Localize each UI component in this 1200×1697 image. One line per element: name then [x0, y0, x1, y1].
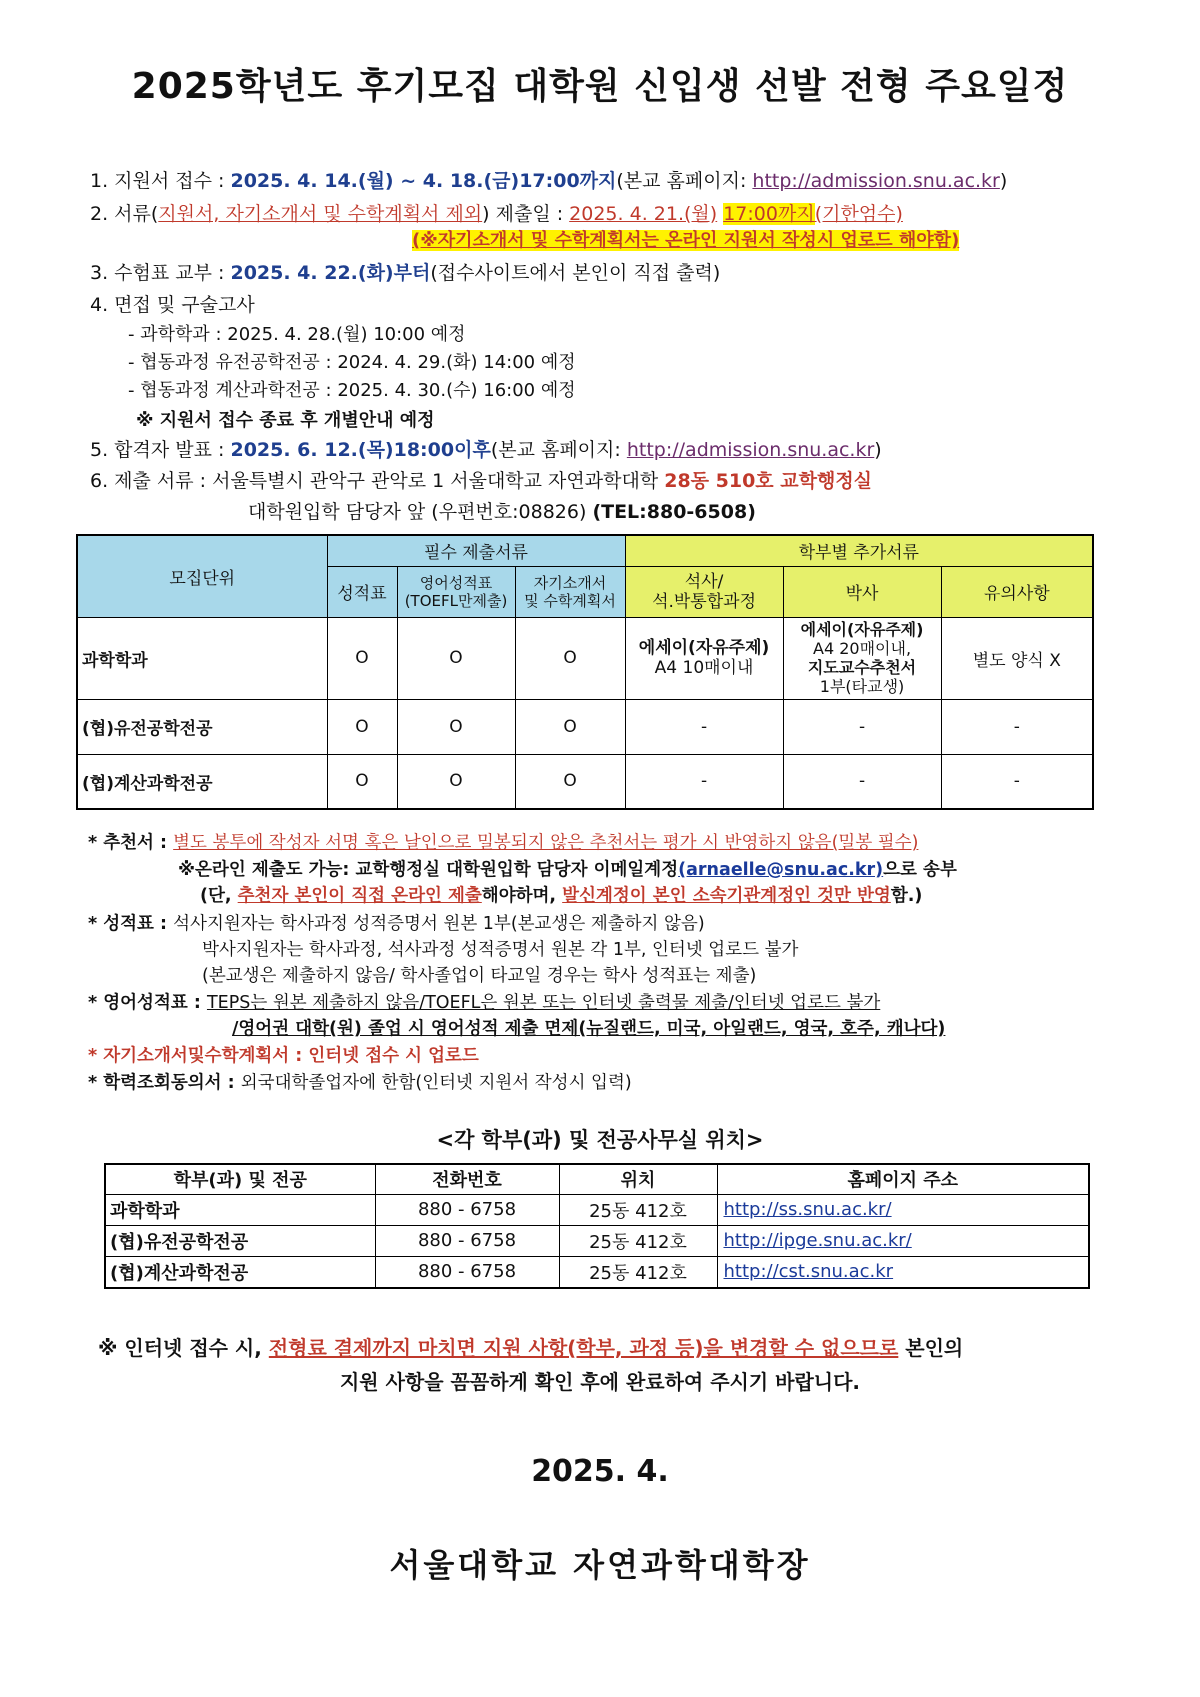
email-link[interactable]: (arnaelle@snu.ac.kr)	[678, 860, 884, 880]
interview-science: - 과학학과 : 2025. 4. 28.(월) 10:00 예정	[128, 324, 466, 345]
schedule-item-3: 3. 수험표 교부 : 2025. 4. 22.(화)부터(접수사이트에서 본인이 직접 출력)	[90, 262, 721, 284]
note-transcript: * 성적표 : 석사지원자는 학사과정 성적증명서 원본 1부(본교생은 제출하지 않음)	[88, 914, 705, 934]
admission-link[interactable]: http://admission.snu.ac.kr	[752, 170, 1000, 192]
schedule-item-6: 6. 제출 서류 : 서울특별시 관악구 관악로 1 서울대학교 자연과학대학 28동 510호 교학행정실	[90, 470, 873, 492]
office-link[interactable]: http://ipge.snu.ac.kr/	[723, 1230, 912, 1252]
table-row: (협)계산과학전공 880 - 6758 25동 412호 http://cst.snu.ac.kr	[105, 1256, 1089, 1288]
schedule-item-2: 2. 서류(지원서, 자기소개서 및 수학계획서 제외) 제출일 : 2025. 4. 21.(월) 17:00까지(기한엄수)	[90, 203, 903, 225]
schedule-item-6-address: 대학원입학 담당자 앞 (우편번호:08826) (TEL:880-6508)	[248, 501, 756, 523]
note-english: * 영어성적표 : TEPS는 원본 제출하지 않음/TOEFL은 원본 또는 인터넷 출력물 제출/인터넷 업로드 불가	[88, 993, 881, 1013]
note-english-2: /영어권 대학(원) 졸업 시 영어성적 제출 면제(뉴질랜드, 미국, 아일랜드, 영국, 호주, 캐나다)	[232, 1019, 946, 1039]
header-phd: 박사	[783, 566, 941, 617]
signature-issuer: 서울대학교 자연과학대학장	[389, 1546, 811, 1584]
table-row: (협)유전공학전공 O O O - - -	[77, 699, 1093, 754]
interview-notice: ※ 지원서 접수 종료 후 개별안내 예정	[136, 410, 435, 431]
header-required: 필수 제출서류	[327, 535, 625, 566]
schedule-item-4: 4. 면접 및 구술고사	[90, 294, 255, 316]
schedule-item-5: 5. 합격자 발표 : 2025. 6. 12.(목)18:00이후(본교 홈페이지: http://admission.snu.ac.kr)	[90, 439, 882, 461]
office-header-name: 학부(과) 및 전공	[105, 1164, 375, 1194]
header-transcript: 성적표	[327, 566, 397, 617]
note-condition: (단, 추천자 본인이 직접 온라인 제출해야하며, 발신계정이 본인 소속기관계정인 것만 반영함.)	[200, 886, 923, 906]
table-row: (협)유전공학전공 880 - 6758 25동 412호 http://ipge.snu.ac.kr/	[105, 1225, 1089, 1256]
admission-link-2[interactable]: http://admission.snu.ac.kr	[626, 439, 875, 461]
footer-notice: ※ 인터넷 접수 시, 전형료 결제까지 마치면 지원 사항(학부, 과정 등)을 변경할 수 없으므로 본인의	[98, 1336, 964, 1360]
note-online: ※온라인 제출도 가능: 교학행정실 대학원입학 담당자 이메일계정(arnaelle@snu.ac.kr)으로 송부	[178, 860, 957, 880]
header-additional: 학부별 추가서류	[625, 535, 1093, 566]
header-unit: 모집단위	[77, 535, 327, 617]
schedule-item-2-notice: (※자기소개서 및 수학계획서는 온라인 지원서 작성시 업로드 해야함)	[412, 230, 960, 251]
note-essay: * 자기소개서및수학계획서 : 인터넷 접수 시 업로드	[88, 1046, 479, 1066]
office-header-phone: 전화번호	[375, 1164, 559, 1194]
office-header-location: 위치	[559, 1164, 717, 1194]
header-english: 영어성적표 (TOEFL만제출)	[397, 566, 515, 617]
header-master: 석사/ 석.박통합과정	[625, 566, 783, 617]
offices-title: <각 학부(과) 및 전공사무실 위치>	[436, 1128, 764, 1152]
office-link[interactable]: http://cst.snu.ac.kr	[723, 1261, 894, 1283]
note-consent: * 학력조회동의서 : 외국대학졸업자에 한함(인터넷 지원서 작성시 입력)	[88, 1073, 632, 1093]
interview-computational: - 협동과정 계산과학전공 : 2025. 4. 30.(수) 16:00 예정	[128, 380, 576, 401]
table-row: 과학학과 880 - 6758 25동 412호 http://ss.snu.ac.kr/	[105, 1194, 1089, 1225]
note-transcript-2: 박사지원자는 학사과정, 석사과정 성적증명서 원본 각 1부, 인터넷 업로드 불가	[202, 940, 799, 960]
office-link[interactable]: http://ss.snu.ac.kr/	[723, 1199, 892, 1221]
documents-table	[76, 534, 1094, 810]
schedule-item-1: 1. 지원서 접수 : 2025. 4. 14.(월) ~ 4. 18.(금)17:00까지(본교 홈페이지: http://admission.snu.ac.kr)	[90, 170, 1008, 192]
table-row: (협)계산과학전공 O O O - - -	[77, 754, 1093, 809]
note-transcript-3: (본교생은 제출하지 않음/ 학사졸업이 타교일 경우는 학사 성적표는 제출)	[202, 966, 757, 986]
interview-genetic: - 협동과정 유전공학전공 : 2024. 4. 29.(화) 14:00 예정	[128, 352, 576, 373]
footer-notice-2: 지원 사항을 꼼꼼하게 확인 후에 완료하여 주시기 바랍니다.	[339, 1370, 861, 1394]
document-date: 2025. 4.	[531, 1454, 669, 1489]
header-essay: 자기소개서 및 수학계획서	[515, 566, 625, 617]
table-row: 과학학과 O O O 에세이(자유주제) A4 10매이내 에세이(자유주제) A4 20매이내, 지도교수추천서 1부(타교생) 별도 양식 X	[77, 617, 1093, 699]
offices-table	[104, 1163, 1090, 1289]
office-header-homepage: 홈페이지 주소	[717, 1164, 1089, 1194]
note-recommendation: * 추천서 : 별도 봉투에 작성자 서명 혹은 날인으로 밀봉되지 않은 추천서는 평가 시 반영하지 않음(밀봉 필수)	[88, 833, 919, 853]
header-caution: 유의사항	[941, 566, 1093, 617]
page-title: 2025학년도 후기모집 대학원 신입생 선발 전형 주요일정	[131, 66, 1069, 107]
